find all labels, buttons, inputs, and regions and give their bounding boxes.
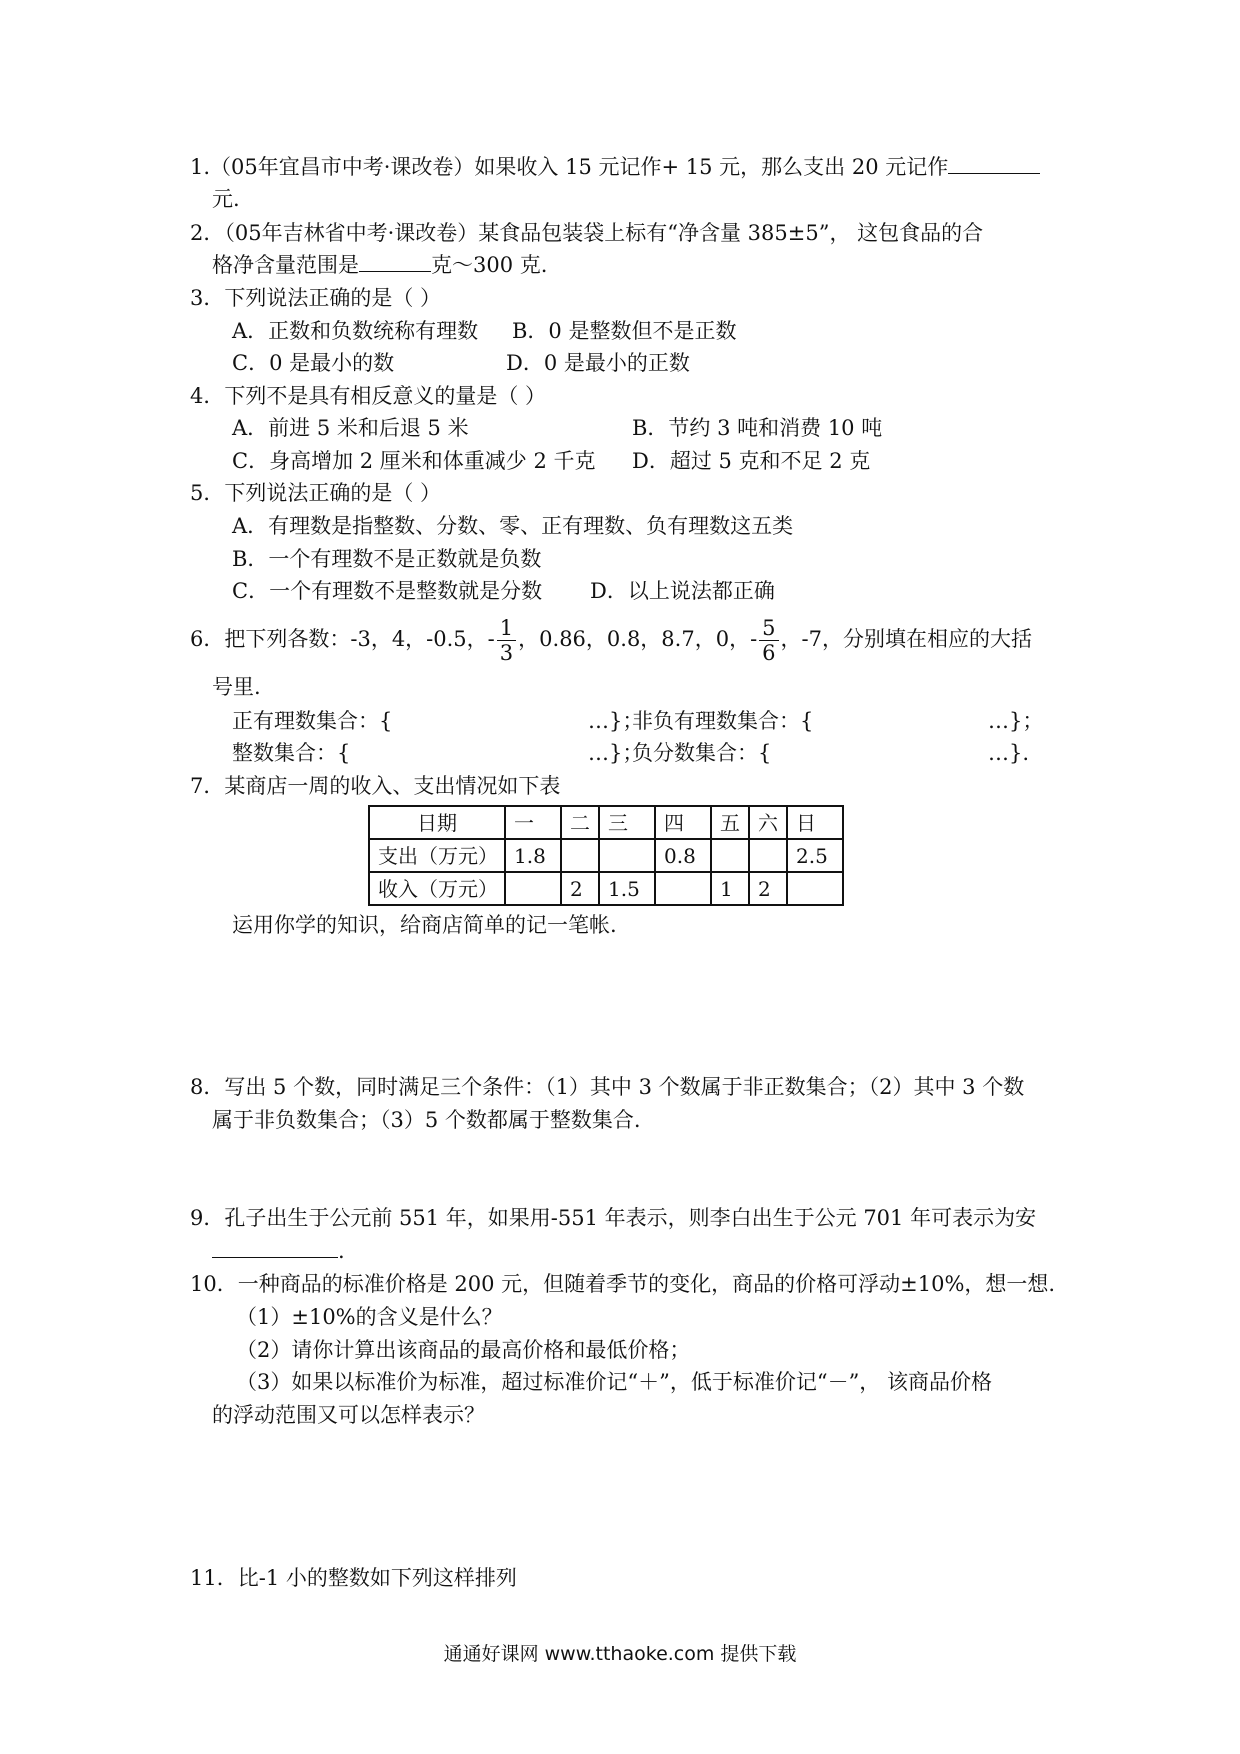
question-6-part-1: 6．把下列各数：-3，4，-0.5，-: [190, 627, 495, 652]
table-cell: [711, 839, 749, 872]
question-6-part-3: ，-7，分别填在相应的大括: [780, 627, 1033, 652]
table-cell: 1: [711, 872, 749, 905]
fraction-numerator: 1: [497, 616, 516, 641]
table-cell: 五: [711, 806, 749, 839]
question-3-option-b: B．0 是整数但不是正数: [512, 319, 737, 343]
fraction-numerator: 5: [759, 616, 778, 641]
table-cell: [749, 839, 787, 872]
table-cell: 日期: [369, 806, 505, 839]
answer-blank[interactable]: [359, 251, 431, 272]
question-4-option-a: A．前进 5 米和后退 5 米: [232, 416, 469, 440]
table-cell: 1.8: [505, 839, 561, 872]
question-5-option-b: B．一个有理数不是正数就是负数: [232, 547, 542, 571]
answer-blank[interactable]: [948, 153, 1040, 174]
question-5-option-a: A．有理数是指整数、分数、零、正有理数、负有理数这五类: [232, 514, 794, 538]
table-cell: 支出（万元）: [369, 839, 505, 872]
fraction-denominator: 6: [762, 641, 776, 666]
question-5-stem: 5．下列说法正确的是（ ）: [190, 481, 442, 505]
table-cell: 2.5: [787, 839, 843, 872]
question-8-line-2: 属于非负数集合；（3）5 个数都属于整数集合.: [212, 1108, 641, 1132]
question-10-sub-2: （2）请你计算出该商品的最高价格和最低价格；: [236, 1338, 691, 1362]
question-3-stem: 3．下列说法正确的是（ ）: [190, 286, 442, 310]
question-6-continuation: 号里.: [212, 675, 261, 699]
set-negative-fraction-end: …}.: [988, 741, 1030, 765]
set-nonnegative-rational-end: …}；: [988, 709, 1044, 733]
table-cell: [787, 872, 843, 905]
question-4-option-d: D．超过 5 克和不足 2 克: [632, 449, 871, 473]
question-1-text: 1.（05年宜昌市中考·课改卷）如果收入 15 元记作+ 15 元，那么支出 20 元记作: [190, 155, 949, 179]
answer-blank[interactable]: [212, 1237, 338, 1258]
table-cell: [561, 839, 599, 872]
question-9-line-1: 9．孔子出生于公元前 551 年，如果用-551 年表示，则李白出生于公元 701 年可表示为安: [190, 1206, 1037, 1230]
table-row: [369, 839, 843, 872]
table-cell: 1.5: [599, 872, 655, 905]
question-10-sub-1: （1）±10%的含义是什么？: [236, 1305, 503, 1329]
fraction-one-third: [497, 616, 516, 665]
income-expense-table: [368, 805, 844, 906]
question-6-stem: [190, 616, 1032, 665]
page-footer: 通通好课网 www.tthaoke.com 提供下载: [443, 1643, 797, 1665]
table-cell: 日: [787, 806, 843, 839]
question-2: 2．（05年吉林省中考·课改卷）某食品包装袋上标有“净含量 385±5”， 这包食品的合: [190, 221, 984, 245]
question-10-sub-3: （3）如果以标准价为标准，超过标准价记“＋”，低于标准价记“－”， 该商品价格: [236, 1370, 992, 1394]
question-7-instruction: 运用你学的知识，给商店简单的记一笔帐.: [232, 913, 617, 937]
set-positive-rational-end: …}；: [588, 709, 644, 733]
question-1: [190, 152, 1040, 184]
question-8-line-1: 8．写出 5 个数，同时满足三个条件：（1）其中 3 个数属于非正数集合；（2）其中 3 个数: [190, 1075, 1025, 1099]
question-5-option-d: D．以上说法都正确: [590, 579, 775, 603]
question-3-option-a: A．正数和负数统称有理数: [232, 319, 479, 343]
question-4-option-c: C．身高增加 2 厘米和体重减少 2 千克: [232, 449, 596, 473]
table-header-row: [369, 806, 843, 839]
set-nonnegative-rational-label: 非负有理数集合：{: [632, 709, 814, 733]
set-positive-rational-label: 正有理数集合：{: [232, 709, 393, 733]
table-cell: 六: [749, 806, 787, 839]
fraction-denominator: 3: [499, 641, 514, 666]
question-3-option-d: D．0 是最小的正数: [506, 351, 690, 375]
table-cell: 三: [599, 806, 655, 839]
question-1-continuation: 元.: [212, 187, 240, 211]
set-integer-end: …}；: [588, 741, 644, 765]
question-7-stem: 7．某商店一周的收入、支出情况如下表: [190, 774, 561, 798]
question-10-sub-3-continuation: 的浮动范围又可以怎样表示？: [212, 1403, 485, 1427]
table-cell: 0.8: [655, 839, 711, 872]
table-cell: [655, 872, 711, 905]
table-cell: [599, 839, 655, 872]
table-cell: 收入（万元）: [369, 872, 505, 905]
table-row: [369, 872, 843, 905]
question-4-stem: 4．下列不是具有相反意义的量是（ ）: [190, 384, 547, 408]
table-cell: 四: [655, 806, 711, 839]
question-5-option-c: C．一个有理数不是整数就是分数: [232, 579, 543, 603]
question-9-end: .: [338, 1239, 345, 1263]
question-10-stem: 10．一种商品的标准价格是 200 元，但随着季节的变化，商品的价格可浮动±10%，想一想.: [190, 1272, 1056, 1296]
table-cell: 一: [505, 806, 561, 839]
table-cell: 2: [749, 872, 787, 905]
fraction-five-sixths: [759, 616, 778, 665]
question-11-stem: 11．比-1 小的整数如下列这样排列: [190, 1566, 517, 1590]
set-integer-label: 整数集合：{: [232, 741, 351, 765]
question-3-option-c: C．0 是最小的数: [232, 351, 395, 375]
question-2-continuation: [212, 250, 547, 282]
table-cell: 二: [561, 806, 599, 839]
question-6-part-2: ，0.86，0.8，8.7，0，-: [518, 627, 758, 652]
question-2-cont-b: 克～300 克.: [431, 253, 548, 277]
table-cell: [505, 872, 561, 905]
question-4-option-b: B．节约 3 吨和消费 10 吨: [632, 416, 883, 440]
table-cell: 2: [561, 872, 599, 905]
question-2-cont-a: 格净含量范围是: [212, 253, 359, 277]
set-negative-fraction-label: 负分数集合：{: [632, 741, 772, 765]
question-9-continuation: [212, 1236, 345, 1268]
